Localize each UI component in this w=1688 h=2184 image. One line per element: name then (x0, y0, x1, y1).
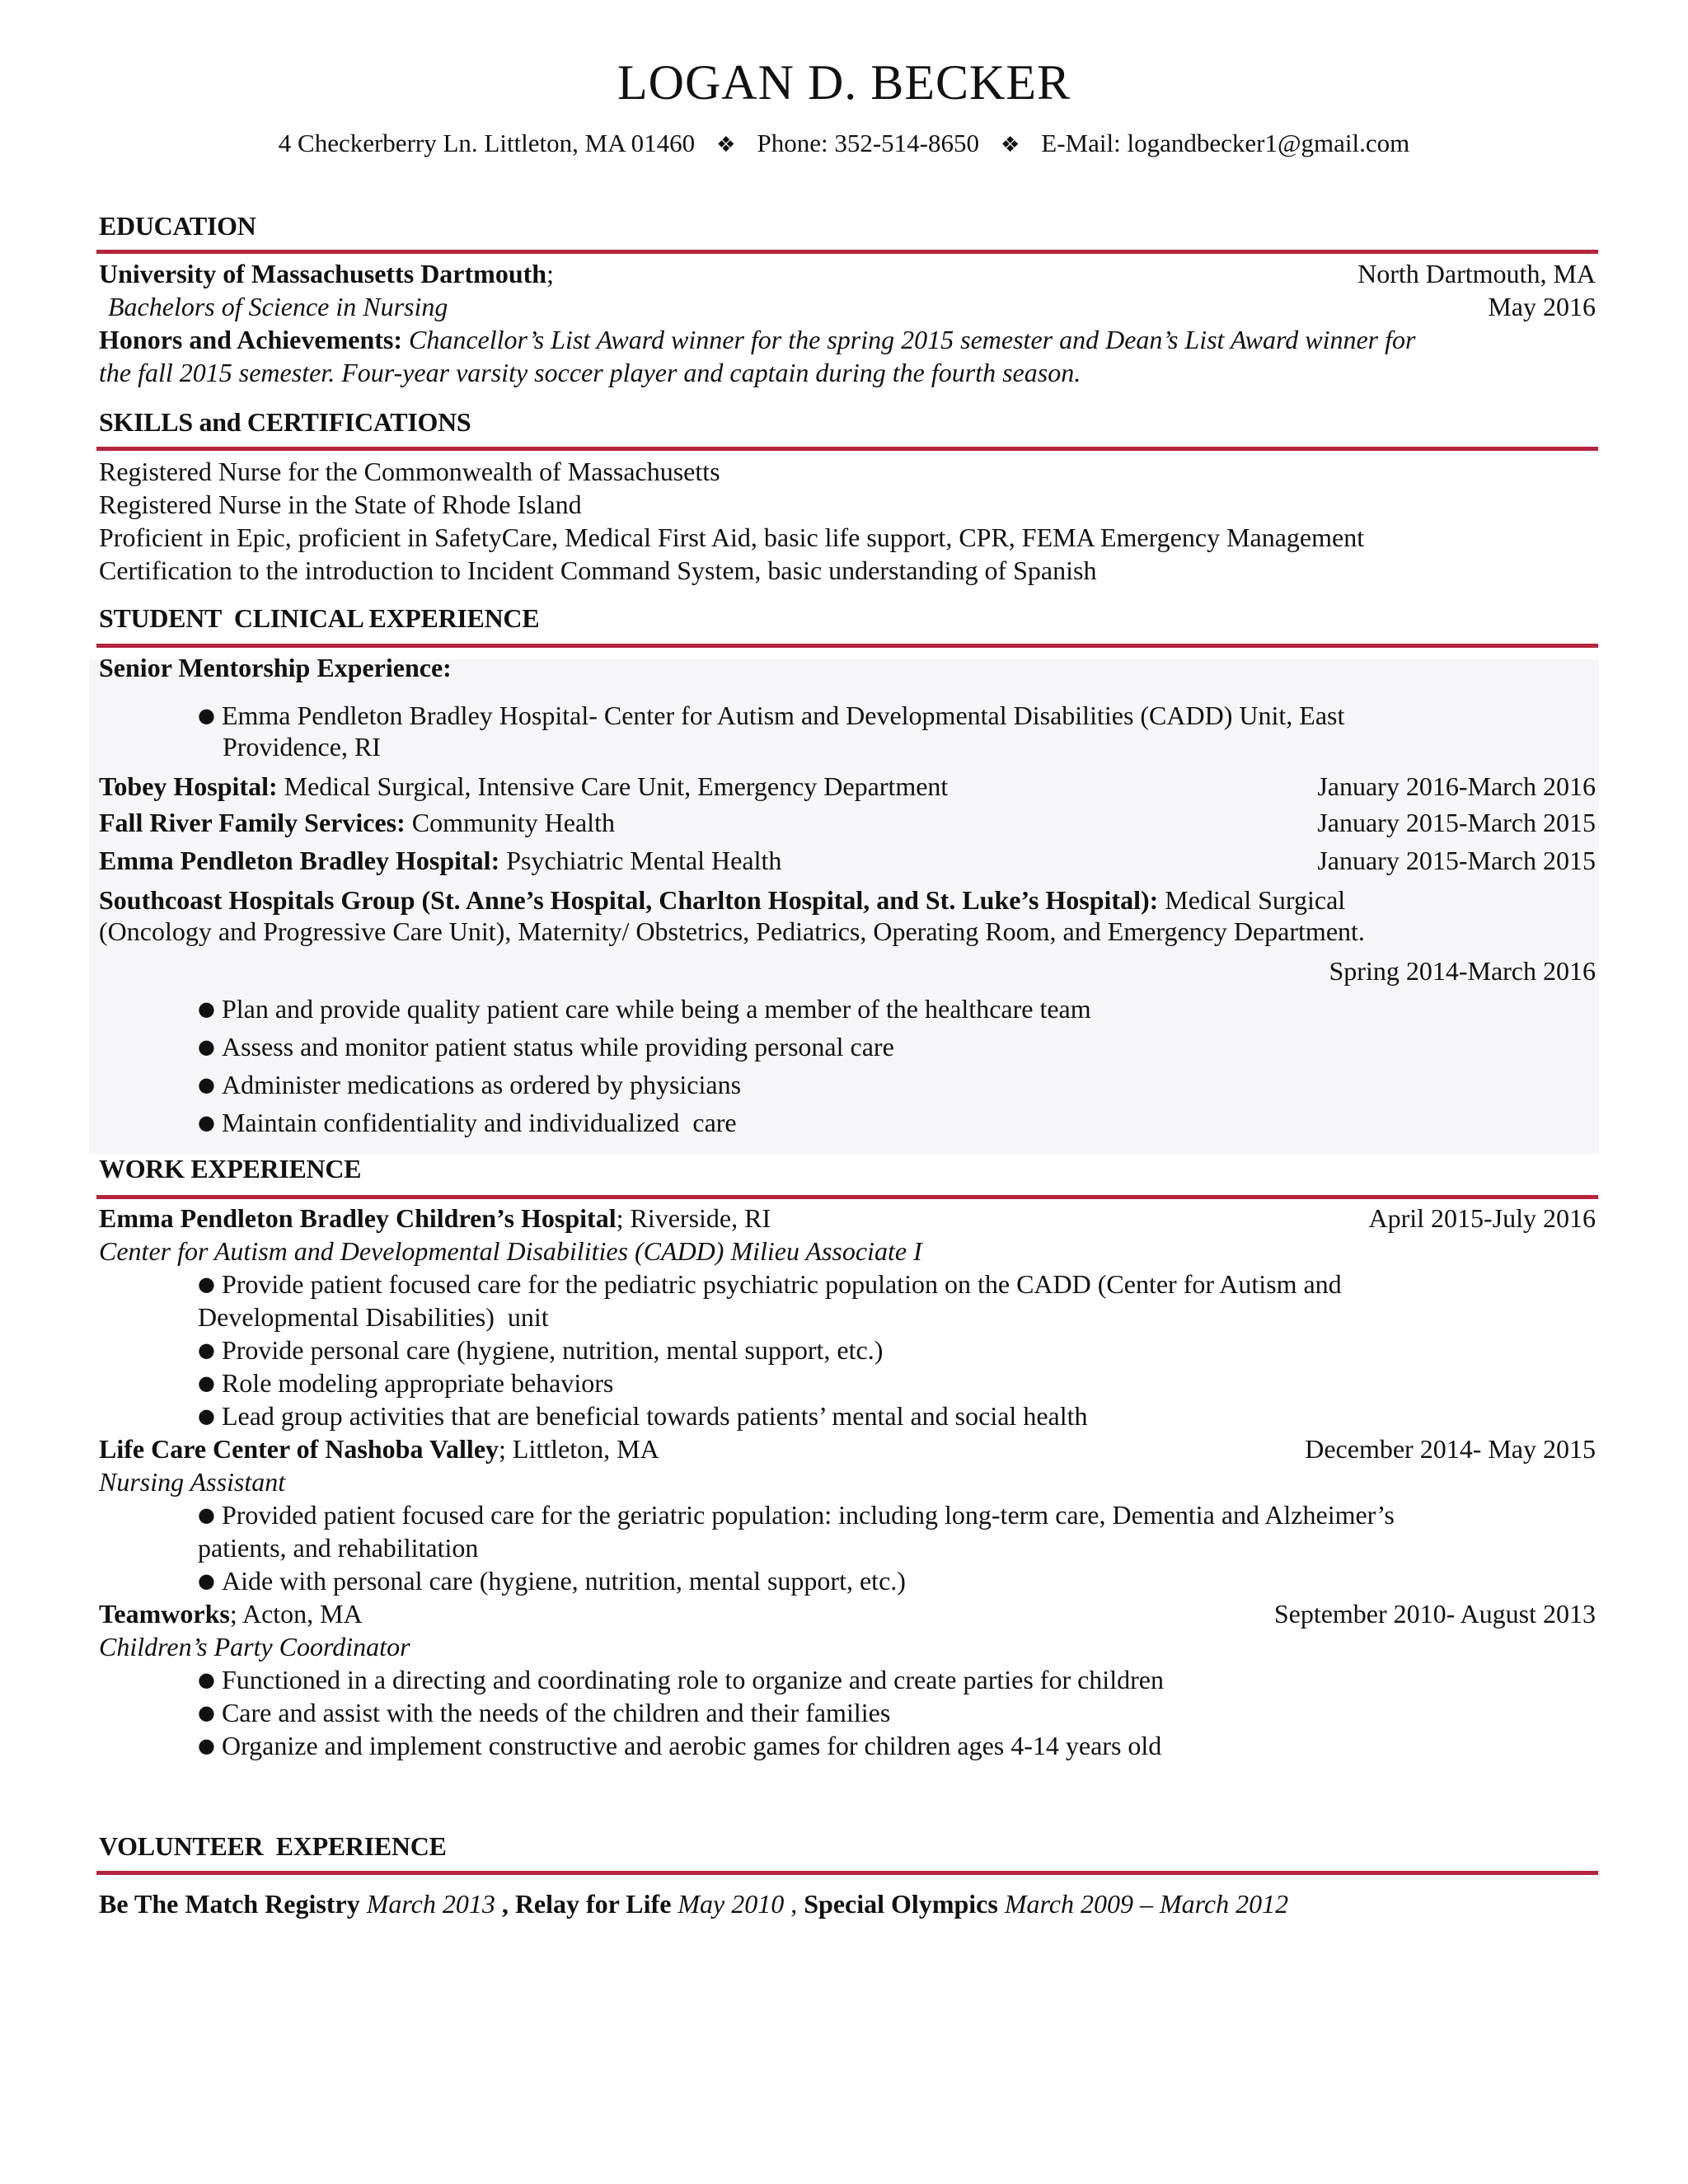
bullet-icon: ● (198, 1503, 215, 1526)
bullet-icon: ● (198, 1371, 215, 1394)
section-rule (96, 1195, 1598, 1199)
bullet-icon: ● (198, 997, 215, 1020)
southcoast-row: Southcoast Hospitals Group (St. Anne’s Hospital, Charlton Hospital, and St. Luke’s Hospital): Medical Surgical (99, 885, 1346, 915)
diamond-separator-icon: ❖ (716, 133, 736, 157)
diamond-separator-icon: ❖ (1000, 133, 1020, 157)
job-title: Center for Autism and Developmental Disabilities (CADD) Milieu Associate I (99, 1236, 922, 1266)
section-heading-clinical: STUDENT CLINICAL EXPERIENCE (99, 603, 540, 633)
job-bullet: ● Functioned in a directing and coordinating role to organize and create parties for children (198, 1665, 1164, 1694)
bullet-icon: ● (198, 1734, 215, 1757)
bullet-icon: ● (198, 1569, 215, 1592)
clinical-bullet: ● Plan and provide quality patient care while being a member of the healthcare team (198, 994, 1091, 1024)
job-bullet: ● Role modeling appropriate behaviors (198, 1368, 614, 1398)
skill-line: Proficient in Epic, proficient in SafetyCare, Medical First Aid, basic life support, CPR, FEMA Emergency Management (99, 523, 1365, 552)
job-date: December 2014- May 2015 (1305, 1434, 1596, 1464)
candidate-name: LOGAN D. BECKER (617, 55, 1071, 110)
section-rule (96, 447, 1598, 451)
clinical-bullet: ● Assess and monitor patient status while providing personal care (198, 1032, 894, 1062)
section-heading-work: WORK EXPERIENCE (99, 1154, 362, 1183)
honors-line-1: Honors and Achievements: Chancellor’s List Award winner for the spring 2015 semester and Dean’s List Award winner for (99, 325, 1416, 354)
education-date: May 2016 (1488, 292, 1596, 321)
section-rule (96, 250, 1598, 254)
job-bullet: ● Aide with personal care (hygiene, nutrition, mental support, etc.) (198, 1566, 906, 1596)
mentorship-label: Senior Mentorship Experience: (99, 653, 452, 682)
mentorship-bullet-cont: Providence, RI (223, 732, 381, 762)
bullet-icon: ● (198, 1668, 215, 1691)
rotation-row: Tobey Hospital: Medical Surgical, Intensive Care Unit, Emergency Department (99, 771, 949, 801)
job-bullet: ● Provide patient focused care for the pediatric psychiatric population on the CADD (Center for Autism and (198, 1269, 1342, 1299)
rotation-date: January 2015-March 2015 (1317, 808, 1596, 837)
section-heading-skills: SKILLS and CERTIFICATIONS (99, 407, 471, 437)
job-date: September 2010- August 2013 (1273, 1599, 1596, 1629)
job-employer: Life Care Center of Nashoba Valley; Littleton, MA (99, 1434, 659, 1464)
southcoast-row-cont: (Oncology and Progressive Care Unit), Maternity/ Obstetrics, Pediatrics, Operating Room, and Emergency Department. (99, 916, 1365, 946)
skill-line: Registered Nurse in the State of Rhode Island (99, 490, 582, 519)
job-employer: Emma Pendleton Bradley Children’s Hospital; Riverside, RI (99, 1203, 771, 1233)
bullet-icon: ● (198, 704, 215, 727)
education-location: North Dartmouth, MA (1357, 259, 1596, 288)
section-rule (96, 1871, 1598, 1875)
phone: Phone: 352-514-8650 (757, 129, 979, 157)
job-title: Nursing Assistant (99, 1467, 286, 1497)
bullet-icon: ● (198, 1701, 215, 1724)
bullet-icon: ● (198, 1111, 215, 1134)
section-heading-volunteer: VOLUNTEER EXPERIENCE (99, 1831, 447, 1861)
contact-line (0, 129, 1688, 158)
job-bullet: ● Provide personal care (hygiene, nutrition, mental support, etc.) (198, 1335, 884, 1365)
job-date: April 2015-July 2016 (1368, 1203, 1596, 1233)
rotation-date: January 2016-March 2016 (1317, 771, 1596, 801)
rotation-date: January 2015-March 2015 (1317, 846, 1596, 875)
clinical-bullet: ● Maintain confidentiality and individualized care (198, 1108, 737, 1137)
email: E-Mail: logandbecker1@gmail.com (1041, 129, 1410, 157)
rotation-row: Emma Pendleton Bradley Hospital: Psychiatric Mental Health (99, 846, 782, 875)
bullet-icon: ● (198, 1338, 215, 1361)
bullet-icon: ● (198, 1035, 215, 1058)
address: 4 Checkerberry Ln. Littleton, MA 01460 (278, 129, 696, 157)
education-school: University of Massachusetts Dartmouth; (99, 259, 554, 288)
job-bullet-cont: Developmental Disabilities) unit (198, 1302, 549, 1332)
skill-line: Certification to the introduction to Incident Command System, basic understanding of Spanish (99, 555, 1097, 585)
volunteer-line: Be The Match Registry March 2013 , Relay for Life May 2010 , Special Olympics March 2009 – March 2012 (99, 1889, 1289, 1919)
honors-line-2: the fall 2015 semester. Four-year varsity soccer player and captain during the fourth season. (99, 358, 1081, 387)
section-heading-education: EDUCATION (99, 211, 256, 241)
southcoast-date: Spring 2014-March 2016 (1329, 956, 1596, 986)
job-bullet: ● Organize and implement constructive and aerobic games for children ages 4-14 years old (198, 1731, 1162, 1760)
job-employer: Teamworks; Acton, MA (99, 1599, 363, 1629)
mentorship-bullet: ● Emma Pendleton Bradley Hospital- Center for Autism and Developmental Disabilities (CADD) Unit, East (198, 701, 1345, 730)
job-bullet-cont: patients, and rehabilitation (198, 1533, 479, 1563)
clinical-bullet: ● Administer medications as ordered by physicians (198, 1070, 742, 1099)
job-title: Children’s Party Coordinator (99, 1632, 410, 1661)
job-bullet: ● Care and assist with the needs of the children and their families (198, 1698, 891, 1727)
section-rule (96, 644, 1598, 648)
rotation-row: Fall River Family Services: Community Health (99, 808, 615, 837)
bullet-icon: ● (198, 1073, 215, 1096)
job-bullet: ● Lead group activities that are beneficial towards patients’ mental and social health (198, 1401, 1088, 1431)
job-bullet: ● Provided patient focused care for the geriatric population: including long-term care, Dementia and Alzheimer’s (198, 1500, 1395, 1530)
bullet-icon: ● (198, 1272, 215, 1296)
bullet-icon: ● (198, 1404, 215, 1427)
education-degree: Bachelors of Science in Nursing (108, 292, 448, 321)
skill-line: Registered Nurse for the Commonwealth of Massachusetts (99, 457, 720, 486)
